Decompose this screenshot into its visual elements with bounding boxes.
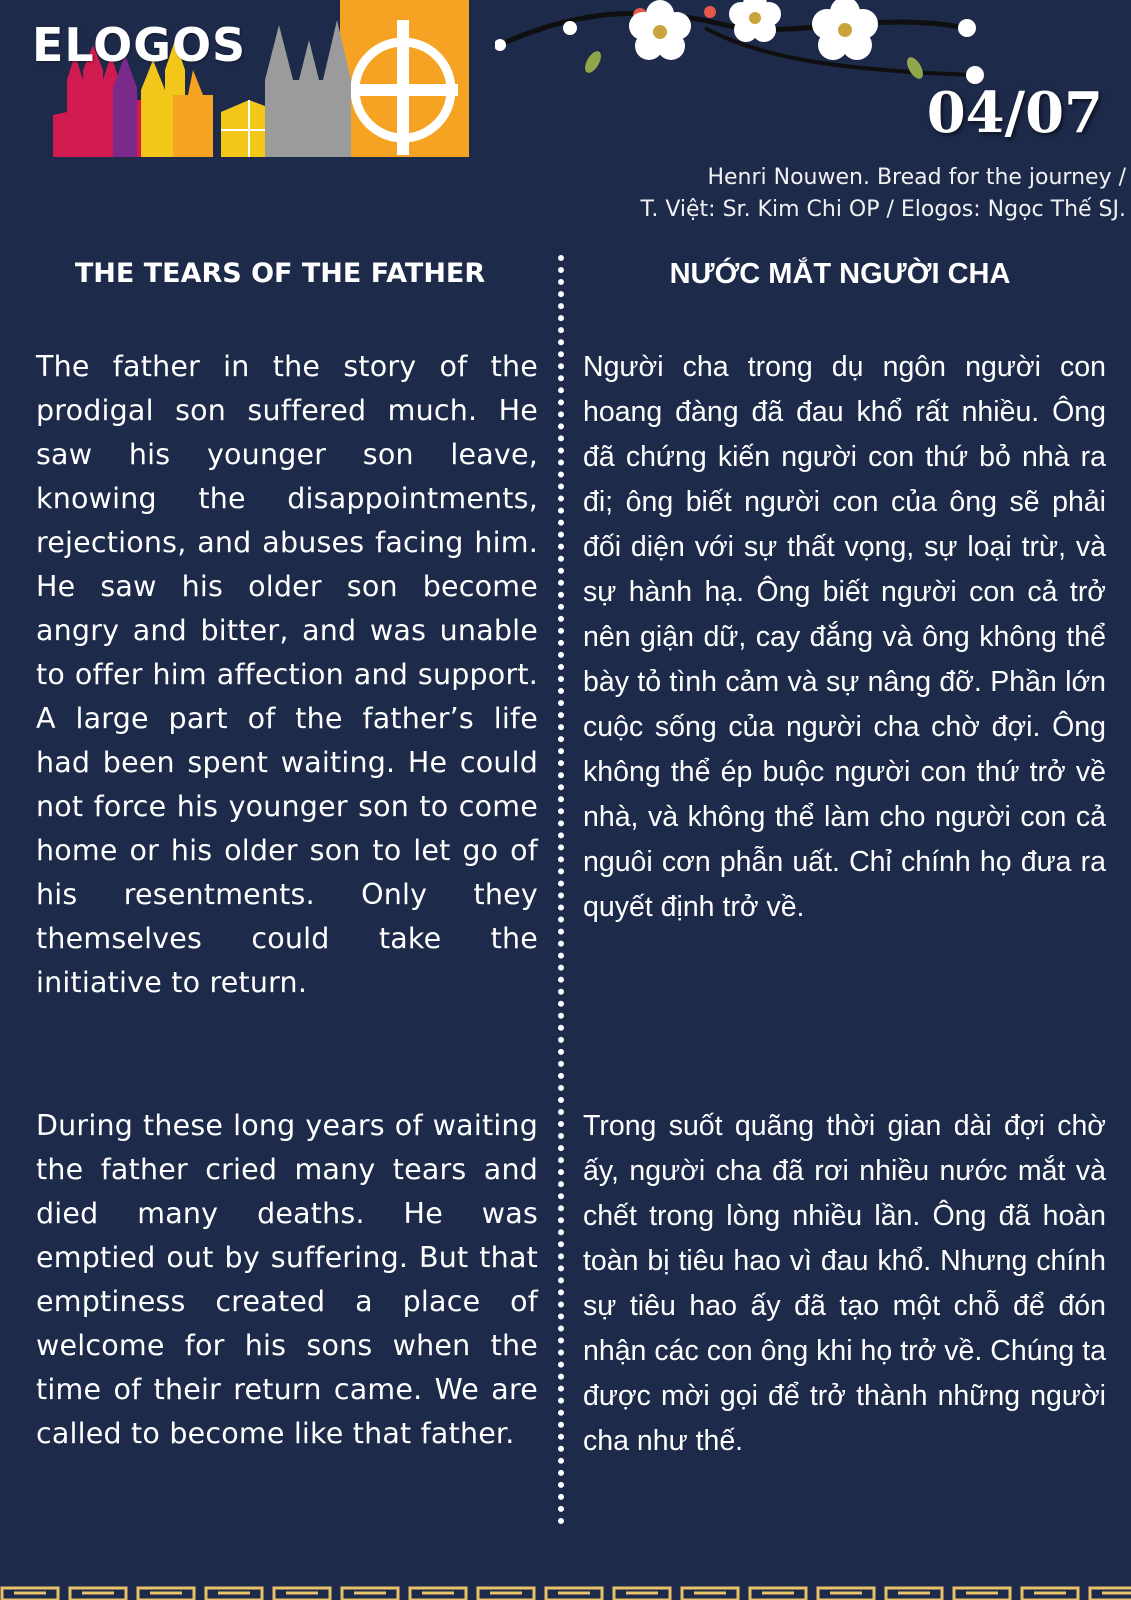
elogos-logo[interactable]	[32, 0, 469, 160]
logo-text: ELOGOS	[32, 18, 247, 72]
vietnamese-title: NƯỚC MẮT NGƯỜI CHA	[669, 258, 1011, 290]
english-title: THE TEARS OF THE FATHER	[74, 258, 486, 289]
english-paragraph-2: During these long years of waiting the father cried many tears and died many deaths. He was emptied out by suffering. But that emptiness created a place of welcome for his sons when the time of their return came. We are called to become like that father.	[36, 1109, 538, 1450]
date-label: 04/07	[926, 80, 1103, 146]
attribution-line-2: T. Việt: Sr. Kim Chi OP / Elogos: Ngọc Thế SJ.	[640, 197, 1126, 222]
attribution	[476, 162, 1126, 226]
blossom-branch-decoration	[495, 0, 1025, 88]
vietnamese-paragraph-1: Người cha trong dụ ngôn người con hoang đàng đã đau khổ rất nhiều. Ông đã chứng kiến người con thứ bỏ nhà ra đi; ông biết người con của ông sẽ phải đối diện với sự thất vọng, sự loại trừ, và sự hành hạ. Ông biết người con cả trở nên giận dữ, cay đắng và ông không thể bày tỏ tình cảm và sự nâng đỡ. Phần lớn cuộc sống của người cha chờ đợi. Ông không thể ép buộc người con thứ trở về nhà, và không thể làm cho người con cả nguôi cơn phẫn uất. Chỉ chính họ đưa ra quyết định trở về.	[583, 351, 1106, 923]
decorative-bottom-border	[0, 1586, 1131, 1600]
attribution-line-1: Henri Nouwen. Bread for the journey /	[707, 165, 1126, 190]
english-paragraph-1: The father in the story of the prodigal son suffered much. He saw his younger son leave, knowing the disappointments, rejections, and abuses facing him. He saw his older son become angry and bitter, and was unable to offer him affection and support. A large part of the father’s life had been spent waiting. He could not force his younger son to come home or his older son to let go of his resentments. Only they themselves could take the initiative to return.	[36, 350, 538, 999]
column-divider	[558, 255, 564, 1525]
vietnamese-paragraph-2: Trong suốt quãng thời gian dài đợi chờ ấy, người cha đã rơi nhiều nước mắt và chết trong lòng nhiều lần. Ông đã hoàn toàn bị tiêu hao vì đau khổ. Nhưng chính sự tiêu hao ấy đã tạo một chỗ để đón nhận các con ông khi họ trở về. Chúng ta được mời gọi để trở thành những người cha như thế.	[583, 1110, 1106, 1457]
